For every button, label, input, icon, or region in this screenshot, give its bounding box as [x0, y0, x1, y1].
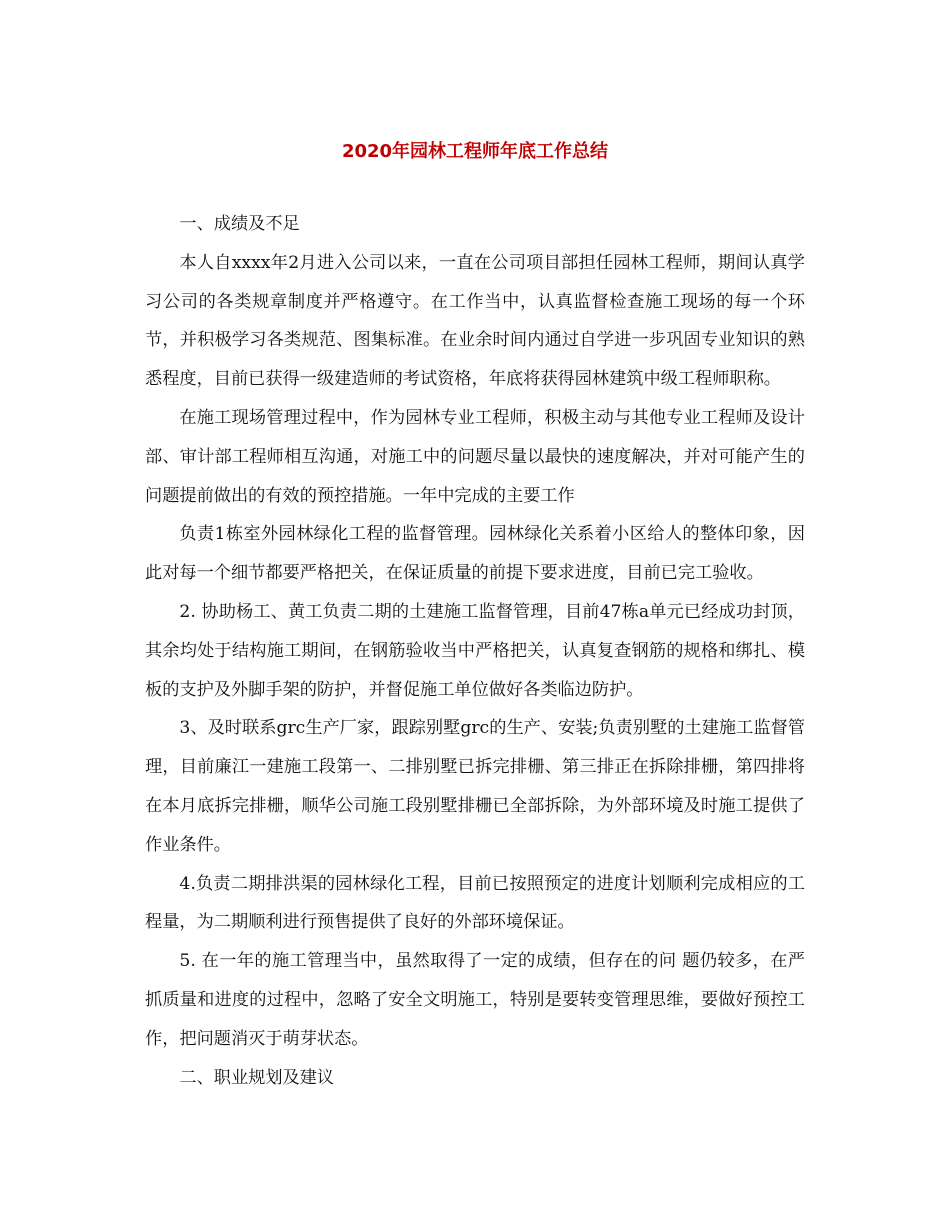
paragraph-item-2: 2. 协助杨工、黄工负责二期的土建施工监督管理，目前47栋a单元已经成功封顶，其余均处于结构施工期间，在钢筋验收当中严格把关，认真复查钢筋的规格和绑扎、模板的支护及外脚手架的防护，并督促施工单位做好各类临边防护。	[145, 601, 805, 700]
document-title: 2020年园林工程师年底工作总结	[341, 141, 609, 162]
section-heading-career-plan: 二、职业规划及建议	[179, 1067, 335, 1088]
paragraph-item-3: 3、及时联系grc生产厂家，跟踪别墅grc的生产、安装;负责别墅的土建施工监督管理，目前廉江一建施工段第一、二排别墅已拆完排栅、第三排正在拆除排栅，第四排将在本月底拆完排栅，顺华公司施工段别墅排栅已全部拆除，为外部环境及时施工提供了作业条件。	[145, 718, 805, 855]
paragraph-intro: 本人自xxxx年2月进入公司以来，一直在公司项目部担任园林工程师，期间认真学习公司的各类规章制度并严格遵守。在工作当中，认真监督检查施工现场的每一个环节，并积极学习各类规范、图集标准。在业余时间内通过自学进一步巩固专业知识的熟悉程度，目前已获得一级建造师的考试资格，年底将获得园林建筑中级工程师职称。	[145, 252, 805, 390]
section-heading-achievements: 一、成绩及不足	[179, 214, 300, 234]
paragraph-item-5: 5. 在一年的施工管理当中，虽然取得了一定的成绩，但存在的问 题仍较多，在严抓质量和进度的过程中，忽略了安全文明施工，特别是要转变管理思维，要做好预控工作，把问题消灭于萌芽状态。	[145, 951, 805, 1049]
paragraph-item-4: 4.负责二期排洪渠的园林绿化工程，目前已按照预定的进度计划顺利完成相应的工程量，为二期顺利进行预售提供了良好的外部环境保证。	[145, 873, 805, 933]
paragraph-site-management: 在施工现场管理过程中，作为园林专业工程师，积极主动与其他专业工程师及设计部、审计部工程师相互沟通，对施工中的问题尽量以最快的速度解决，并对可能产生的问题提前做出的有效的预控措施。一年中完成的主要工作	[145, 407, 805, 506]
document-body	[145, 205, 805, 1097]
paragraph-item-1: 负责1栋室外园林绿化工程的监督管理。园林绿化关系着小区给人的整体印象，因此对每一个细节都要严格把关，在保证质量的前提下要求进度，目前已完工验收。	[145, 524, 805, 584]
